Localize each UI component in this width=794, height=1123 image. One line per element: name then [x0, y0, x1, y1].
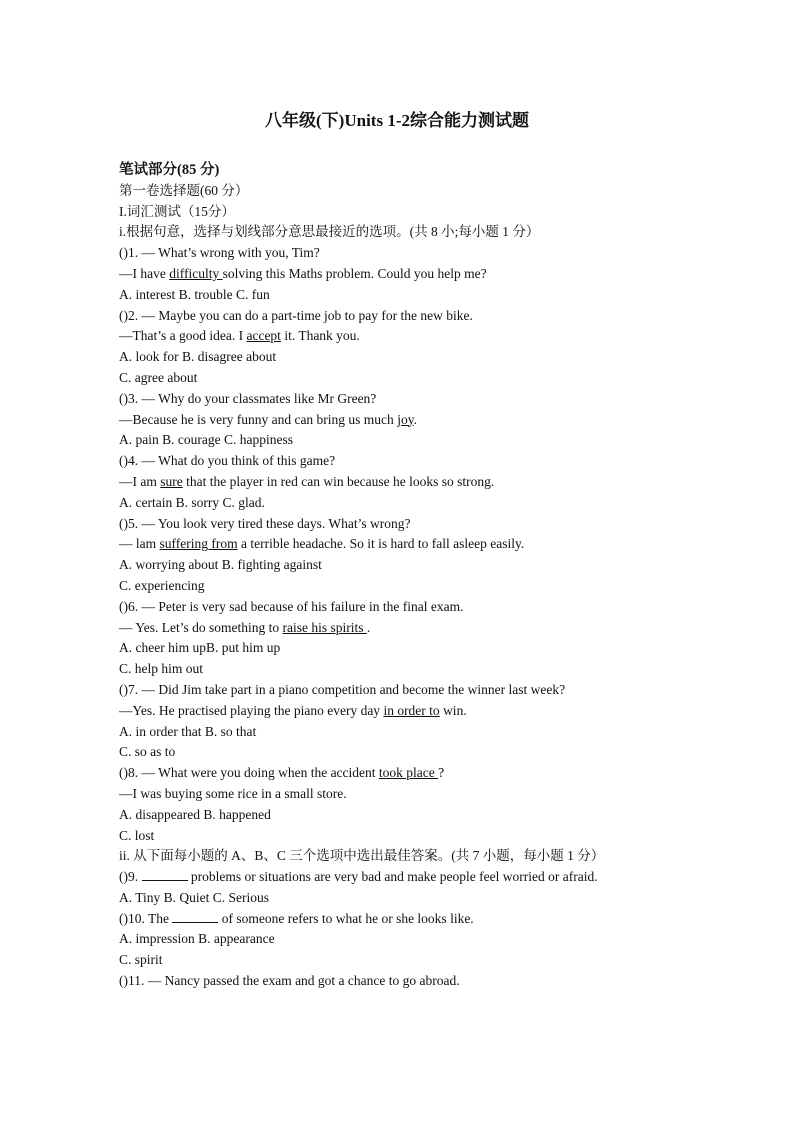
options-6b: C. help him out [119, 661, 203, 677]
section-heading: 笔试部分(85 分) [119, 162, 220, 178]
options-5b: C. experiencing [119, 577, 205, 593]
question-9 [119, 867, 675, 888]
options-6a: A. cheer him upB. put him up [119, 640, 281, 656]
instruction-i: i.根据句意，选择与划线部分意思最接近的选项。(共 8 小;每小题 1 分） [119, 224, 540, 240]
page-title: 八年级(下)Units 1-2综合能力测试题 [265, 111, 529, 130]
underlined-word: in order to [383, 702, 440, 718]
options-10b: C. spirit [119, 952, 163, 968]
question-text: ()10. The [119, 910, 173, 926]
answer-1 [119, 264, 675, 285]
part-heading: I.词汇测试（15分） [119, 203, 235, 219]
question-text: ()9. [119, 869, 142, 885]
answer-5 [119, 534, 675, 555]
question-text: problems or situations are very bad and make people feel worried or afraid. [187, 869, 598, 885]
options-4: A. certain B. sorry C. glad. [119, 494, 265, 510]
answer-8: —I was buying some rice in a small store. [119, 785, 347, 801]
answer-text: — lam [119, 536, 160, 552]
question-text: of someone refers to what he or she looks like. [218, 910, 474, 926]
volume-heading: 第一卷选择题(60 分） [119, 182, 249, 198]
options-8b: C. lost [119, 827, 155, 843]
question-5: ()5. — You look very tired these days. What’s wrong? [119, 515, 411, 531]
underlined-word: raise his spirits [282, 619, 367, 635]
underlined-word: joy [397, 411, 414, 427]
answer-blank [172, 909, 218, 923]
answer-text: a terrible headache. So it is hard to fall asleep easily. [237, 536, 525, 552]
options-1: A. interest B. trouble C. fun [119, 286, 270, 302]
options-8a: A. disappeared B. happened [119, 806, 271, 822]
underlined-word: suffering from [159, 536, 238, 552]
answer-4 [119, 472, 675, 493]
answer-text: —I am [119, 473, 161, 489]
instruction-ii: ii. 从下面每小题的 A、B、C 三个选项中选出最佳答案。(共 7 小题，每小题 1 分） [119, 848, 605, 864]
options-9: A. Tiny B. Quiet C. Serious [119, 889, 270, 905]
options-10a: A. impression B. appearance [119, 931, 275, 947]
answer-3 [119, 410, 675, 431]
question-text: ? [438, 765, 445, 781]
answer-text: —Yes. He practised playing the piano every day [119, 702, 384, 718]
underlined-word: accept [246, 328, 281, 344]
question-2: ()2. — Maybe you can do a part-time job to pay for the new bike. [119, 307, 473, 323]
answer-text: —That’s a good idea. I [119, 328, 247, 344]
question-6: ()6. — Peter is very sad because of his failure in the final exam. [119, 598, 464, 614]
document-body [119, 160, 675, 992]
question-4: ()4. — What do you think of this game? [119, 453, 336, 469]
options-7b: C. so as to [119, 744, 176, 760]
answer-text: that the player in red can win because he looks so strong. [182, 473, 495, 489]
answer-text: — Yes. Let’s do something to [119, 619, 283, 635]
question-1: ()1. — What’s wrong with you, Tim? [119, 245, 320, 261]
answer-text: solving this Maths problem. Could you help me? [222, 265, 487, 281]
answer-blank [142, 867, 188, 881]
options-2a: A. look for B. disagree about [119, 349, 277, 365]
answer-6 [119, 618, 675, 639]
options-3: A. pain B. courage C. happiness [119, 432, 293, 448]
options-2b: C. agree about [119, 369, 198, 385]
answer-text: . [366, 619, 371, 635]
question-10 [119, 909, 675, 930]
answer-7 [119, 701, 675, 722]
options-7a: A. in order that B. so that [119, 723, 257, 739]
answer-text: it. Thank you. [280, 328, 360, 344]
answer-text: —I have [119, 265, 170, 281]
answer-text: . [413, 411, 417, 427]
options-5a: A. worrying about B. fighting against [119, 557, 322, 573]
question-3: ()3. — Why do your classmates like Mr Green? [119, 390, 377, 406]
underlined-word: sure [160, 473, 183, 489]
question-11: ()11. — Nancy passed the exam and got a chance to go abroad. [119, 973, 460, 989]
underlined-word: difficulty [169, 265, 223, 281]
answer-text: —Because he is very funny and can bring us much [119, 411, 398, 427]
question-7: ()7. — Did Jim take part in a piano competition and become the winner last week? [119, 681, 566, 697]
question-text: ()8. — What were you doing when the accident [119, 765, 379, 781]
underlined-word: took place [378, 765, 439, 781]
answer-text: win. [439, 702, 467, 718]
answer-2 [119, 326, 675, 347]
question-8 [119, 763, 675, 784]
